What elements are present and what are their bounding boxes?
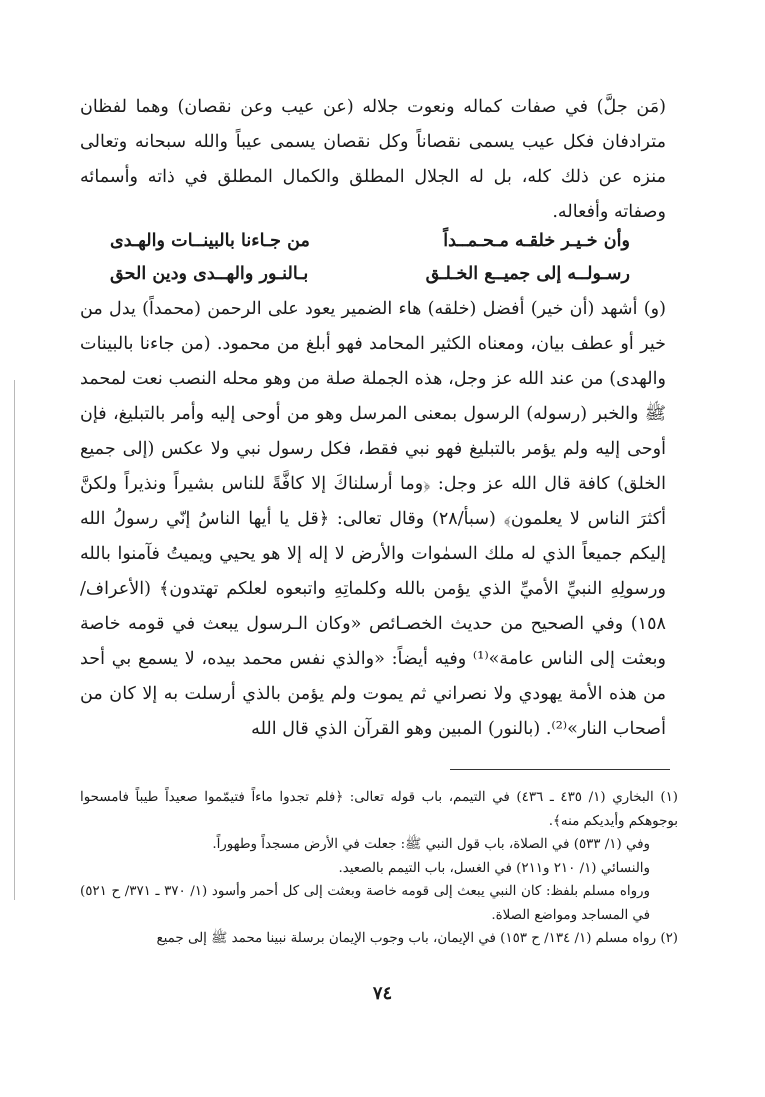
poem-line-1	[110, 224, 630, 257]
paragraph-intro: (مَن جلَّ) في صفات كماله ونعوت جلاله (عن عيب وعن نقصان) وهما لفظان مترادفان فكل عيب يسمى نقصاناً وكل نقصان يسمى عيباً والله سبحانه وتعالى منزه عن ذلك كله، بل له الجلال المطلق والكمال المطلق في ذاته وأسمائه وصفاته وأفعاله.	[80, 97, 666, 222]
footnote-1-line-3: والنسائي (١/ ٢١٠ و٢١١) في الغسل، باب التيمم بالصعيد.	[338, 860, 650, 876]
main-text-top	[80, 90, 666, 230]
poem-line-2-left-hemistich: بـالنـور والهــدى ودين الحق	[110, 263, 309, 284]
footnote-2: (٢) رواه مسلم (١/ ١٣٤/ ح ١٥٣) في الإيمان، باب وجوب الإيمان برسلة نبينا محمد ﷺ إلى جميع	[156, 931, 678, 946]
poem-line-2	[110, 257, 630, 290]
poem-line-1-left-hemistich: من جـاءنا بالبينــات والهـدى	[110, 230, 310, 251]
footnote-separator	[450, 769, 670, 770]
poem-verses	[110, 224, 630, 290]
scan-edge-line	[14, 380, 15, 900]
poem-line-2-right-hemistich: رسـولــه إلى جميــع الخـلـق	[425, 263, 630, 284]
footnote-1-line-4: ورواه مسلم بلفظ: كان النبي يبعث إلى قومه خاصة وبعثت إلى كل أحمر وأسود (١/ ٣٧٠ ـ ٣٧١/ ح ٥٢١) في المساجد ومواضع الصلاة.	[80, 884, 650, 923]
main-text-commentary	[80, 292, 666, 747]
footnotes	[80, 786, 678, 951]
footnote-1-line-1: (١) البخاري (١/ ٤٣٥ ـ ٤٣٦) في التيمم، باب قوله تعالى: ﴿فلم تجدوا ماءاً فتيمّموا صعيداً طيباً فامسحوا بوجوهكم وأيديكم منه﴾.	[80, 790, 679, 829]
paragraph-commentary: (و) أشهد (أن خير) أفضل (خلقه) هاء الضمير يعود على الرحمن (محمداً) يدل من خير أو عطف بيان، ومعناه الكثير المحامد فهو أبلغ من محمود. (من جاءنا بالبينات والهدى) من عند الله عز وجل، هذه الجملة صلة من وهو محله النصب نعت لمحمد ﷺ والخبر (رسوله) الرسول بمعنى المرسل وهو من أوحى إليه وأمر بالتبليغ، فإن أوحى إليه ولم يؤمر بالتبليغ فهو نبي فقط، فكل رسول نبي ولا عكس (إلى جميع الخلق) كافة قال الله عز وجل: ﴿وما أرسلناكَ إلا كافَّةً للناس بشيراً ونذيراً ولكنَّ أكثرَ الناس لا يعلمون﴾ (سبأ/٢٨) وقال تعالى: ﴿قل يا أيها الناسُ إنّي رسولُ الله إليكم جميعاً الذي له ملك السمٰوات والأرض لا إله إلا هو يحيي ويميتُ فآمنوا بالله ورسولِهِ النبيِّ الأميِّ الذي يؤمن بالله وكلماتِهِ واتبعوه لعلكم تهتدون﴾ (الأعراف/١٥٨) وفي الصحيح من حديث الخصـائص «وكان الـرسول يبعث في قومه خاصة وبعثت إلى الناس عامة»⁽¹⁾ وفيه أيضاً: «والذي نفس محمد بيده، لا يسمع بي أحد من هذه الأمة يهودي ولا نصراني ثم يموت ولم يؤمن بالذي أرسلت به إلا كان من أصحاب النار»⁽²⁾. (بالنور) المبين وهو القرآن الذي قال الله	[80, 299, 666, 739]
page-number: ٧٤	[372, 983, 393, 1004]
poem-line-1-right-hemistich: وأن خـيـر خلقـه مـحـمــداً	[443, 230, 630, 251]
footnote-1-line-2: وفي (١/ ٥٣٣) في الصلاة، باب قول النبي ﷺ: جعلت في الأرض مسجداً وطهوراً.	[212, 837, 650, 852]
